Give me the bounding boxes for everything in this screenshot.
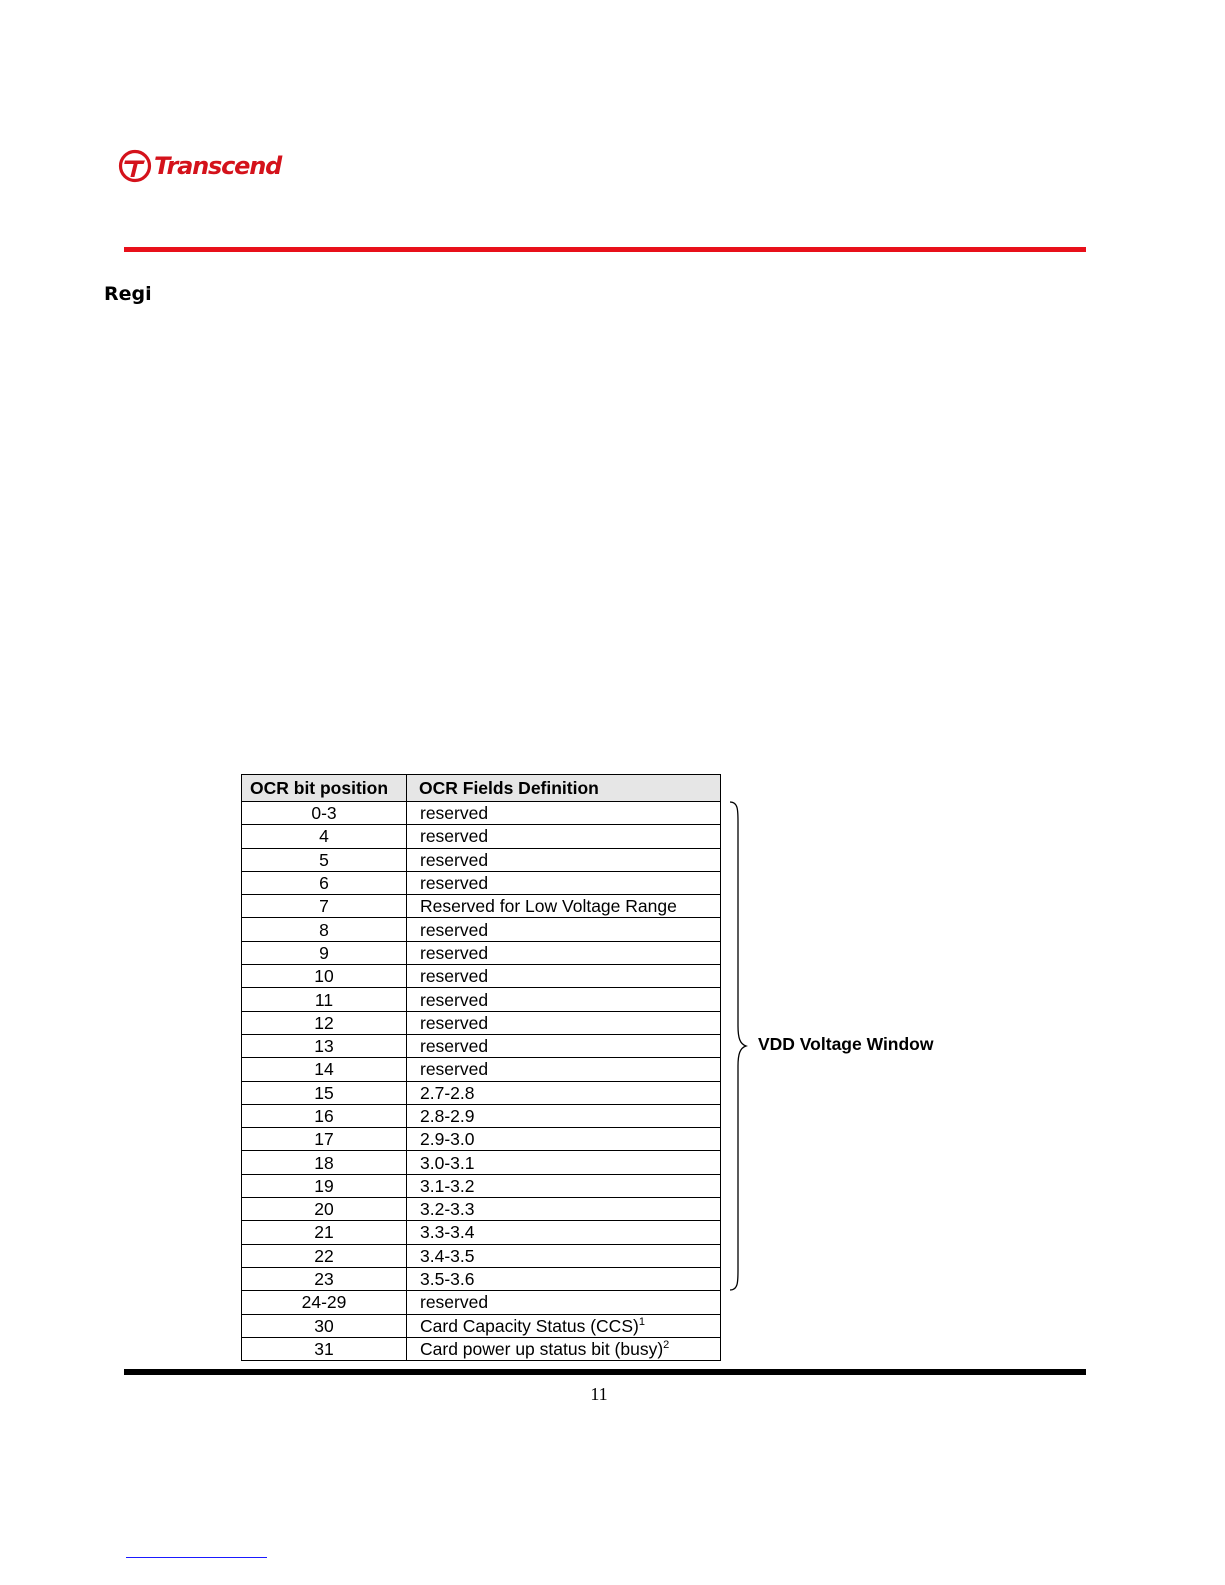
- field-definition-cell: [407, 1337, 721, 1360]
- field-definition-cell: [407, 965, 721, 988]
- field-definition-text: 3.5-3.6: [420, 1269, 475, 1290]
- table-header-row: [242, 775, 721, 802]
- bit-position-cell: 20: [242, 1198, 407, 1221]
- footer-divider: [124, 1369, 1086, 1375]
- field-definition-cell: [407, 825, 721, 848]
- bit-position-cell: 16: [242, 1104, 407, 1127]
- table-row: [242, 1267, 721, 1290]
- bit-position-cell: 22: [242, 1244, 407, 1267]
- table-row: [242, 1058, 721, 1081]
- field-definition-cell: [407, 1267, 721, 1290]
- table-row: [242, 1104, 721, 1127]
- table-row: [242, 941, 721, 964]
- table-row: [242, 1034, 721, 1057]
- field-definition-cell: [407, 918, 721, 941]
- table-row: [242, 1198, 721, 1221]
- bit-position-cell: 31: [242, 1337, 407, 1360]
- field-definition-cell: [407, 1011, 721, 1034]
- field-definition-text: 3.0-3.1: [420, 1152, 475, 1173]
- bit-position-cell: 8: [242, 918, 407, 941]
- table-row: [242, 988, 721, 1011]
- field-definition-text: reserved: [420, 919, 489, 940]
- field-definition-text: 3.1-3.2: [420, 1175, 475, 1196]
- field-definition-text: 2.8-2.9: [420, 1106, 475, 1126]
- table-row: [242, 1291, 721, 1314]
- field-definition-cell: [407, 988, 721, 1011]
- column-header-bit-position: OCR bit position: [242, 775, 407, 802]
- bit-position-cell: 10: [242, 965, 407, 988]
- bit-position-cell: 21: [242, 1221, 407, 1244]
- footnote-marker: 2: [663, 1338, 670, 1351]
- field-definition-text: reserved: [420, 1059, 489, 1080]
- vdd-voltage-window-label: VDD Voltage Window: [758, 1034, 934, 1054]
- table-row: [242, 871, 721, 894]
- field-definition-cell: [407, 1151, 721, 1174]
- bit-position-cell: 12: [242, 1011, 407, 1034]
- field-definition-text: reserved: [420, 989, 489, 1010]
- table-row: [242, 848, 721, 871]
- link-underline: [126, 1557, 267, 1558]
- field-definition-text: reserved: [420, 803, 489, 824]
- field-definition-cell: [407, 941, 721, 964]
- table-row: [242, 802, 721, 825]
- field-definition-text: Card power up status bit (busy): [420, 1338, 664, 1359]
- field-definition-cell: [407, 1221, 721, 1244]
- table-row: [242, 1174, 721, 1197]
- bit-position-cell: 24-29: [242, 1291, 407, 1314]
- field-definition-text: Card Capacity Status (CCS): [420, 1315, 639, 1336]
- page-number: 11: [590, 1384, 608, 1404]
- field-definition-text: reserved: [420, 942, 489, 963]
- field-definition-cell: [407, 1128, 721, 1151]
- table-row: [242, 965, 721, 988]
- bit-position-cell: 11: [242, 988, 407, 1011]
- field-definition-text: 3.2-3.3: [420, 1199, 475, 1220]
- table-row: [242, 1128, 721, 1151]
- field-definition-text: reserved: [420, 849, 489, 870]
- bit-position-cell: 13: [242, 1034, 407, 1057]
- transcend-logo: [118, 148, 281, 184]
- bit-position-cell: 19: [242, 1174, 407, 1197]
- field-definition-cell: [407, 1174, 721, 1197]
- logo-wordmark: Transcend: [154, 152, 282, 180]
- field-definition-text: reserved: [420, 873, 489, 894]
- bit-position-cell: 7: [242, 895, 407, 918]
- bit-position-cell: 4: [242, 825, 407, 848]
- section-heading: Regi: [104, 283, 152, 305]
- table-row: [242, 1081, 721, 1104]
- table-row: [242, 1314, 721, 1337]
- field-definition-text: reserved: [420, 826, 489, 847]
- field-definition-text: 2.7-2.8: [420, 1082, 475, 1103]
- field-definition-cell: [407, 802, 721, 825]
- table-row: [242, 1011, 721, 1034]
- table-row: [242, 918, 721, 941]
- field-definition-cell: [407, 871, 721, 894]
- field-definition-cell: [407, 1314, 721, 1337]
- field-definition-text: Reserved for Low Voltage Range: [420, 896, 677, 917]
- field-definition-cell: [407, 1058, 721, 1081]
- field-definition-cell: [407, 1104, 721, 1127]
- bit-position-cell: 0-3: [242, 802, 407, 825]
- field-definition-cell: [407, 1034, 721, 1057]
- field-definition-text: 3.3-3.4: [420, 1222, 475, 1243]
- bit-position-cell: 18: [242, 1151, 407, 1174]
- bit-position-cell: 17: [242, 1128, 407, 1151]
- field-definition-cell: [407, 1198, 721, 1221]
- curly-brace-icon: [728, 800, 748, 1292]
- field-definition-cell: [407, 1081, 721, 1104]
- table-row: [242, 1151, 721, 1174]
- table-row: [242, 1337, 721, 1360]
- bit-position-cell: 9: [242, 941, 407, 964]
- bit-position-cell: 14: [242, 1058, 407, 1081]
- header-divider: [124, 247, 1086, 252]
- table-row: [242, 825, 721, 848]
- field-definition-text: 3.4-3.5: [420, 1245, 475, 1266]
- field-definition-cell: [407, 1244, 721, 1267]
- field-definition-cell: [407, 895, 721, 918]
- field-definition-text: reserved: [420, 1036, 489, 1057]
- ocr-register-table: [241, 774, 721, 1361]
- field-definition-text: reserved: [420, 966, 489, 987]
- table-row: [242, 1221, 721, 1244]
- field-definition-cell: [407, 1291, 721, 1314]
- table-body: [242, 802, 721, 1361]
- bit-position-cell: 5: [242, 848, 407, 871]
- field-definition-cell: [407, 848, 721, 871]
- table-row: [242, 895, 721, 918]
- field-definition-text: reserved: [420, 1012, 489, 1033]
- transcend-logo-icon: [118, 149, 152, 183]
- bit-position-cell: 15: [242, 1081, 407, 1104]
- bit-position-cell: 23: [242, 1267, 407, 1290]
- bit-position-cell: 30: [242, 1314, 407, 1337]
- column-header-fields-definition: OCR Fields Definition: [407, 775, 721, 802]
- table-row: [242, 1244, 721, 1267]
- field-definition-text: 2.9-3.0: [420, 1129, 475, 1150]
- bit-position-cell: 6: [242, 871, 407, 894]
- footnote-marker: 1: [638, 1315, 645, 1328]
- field-definition-text: reserved: [420, 1292, 489, 1313]
